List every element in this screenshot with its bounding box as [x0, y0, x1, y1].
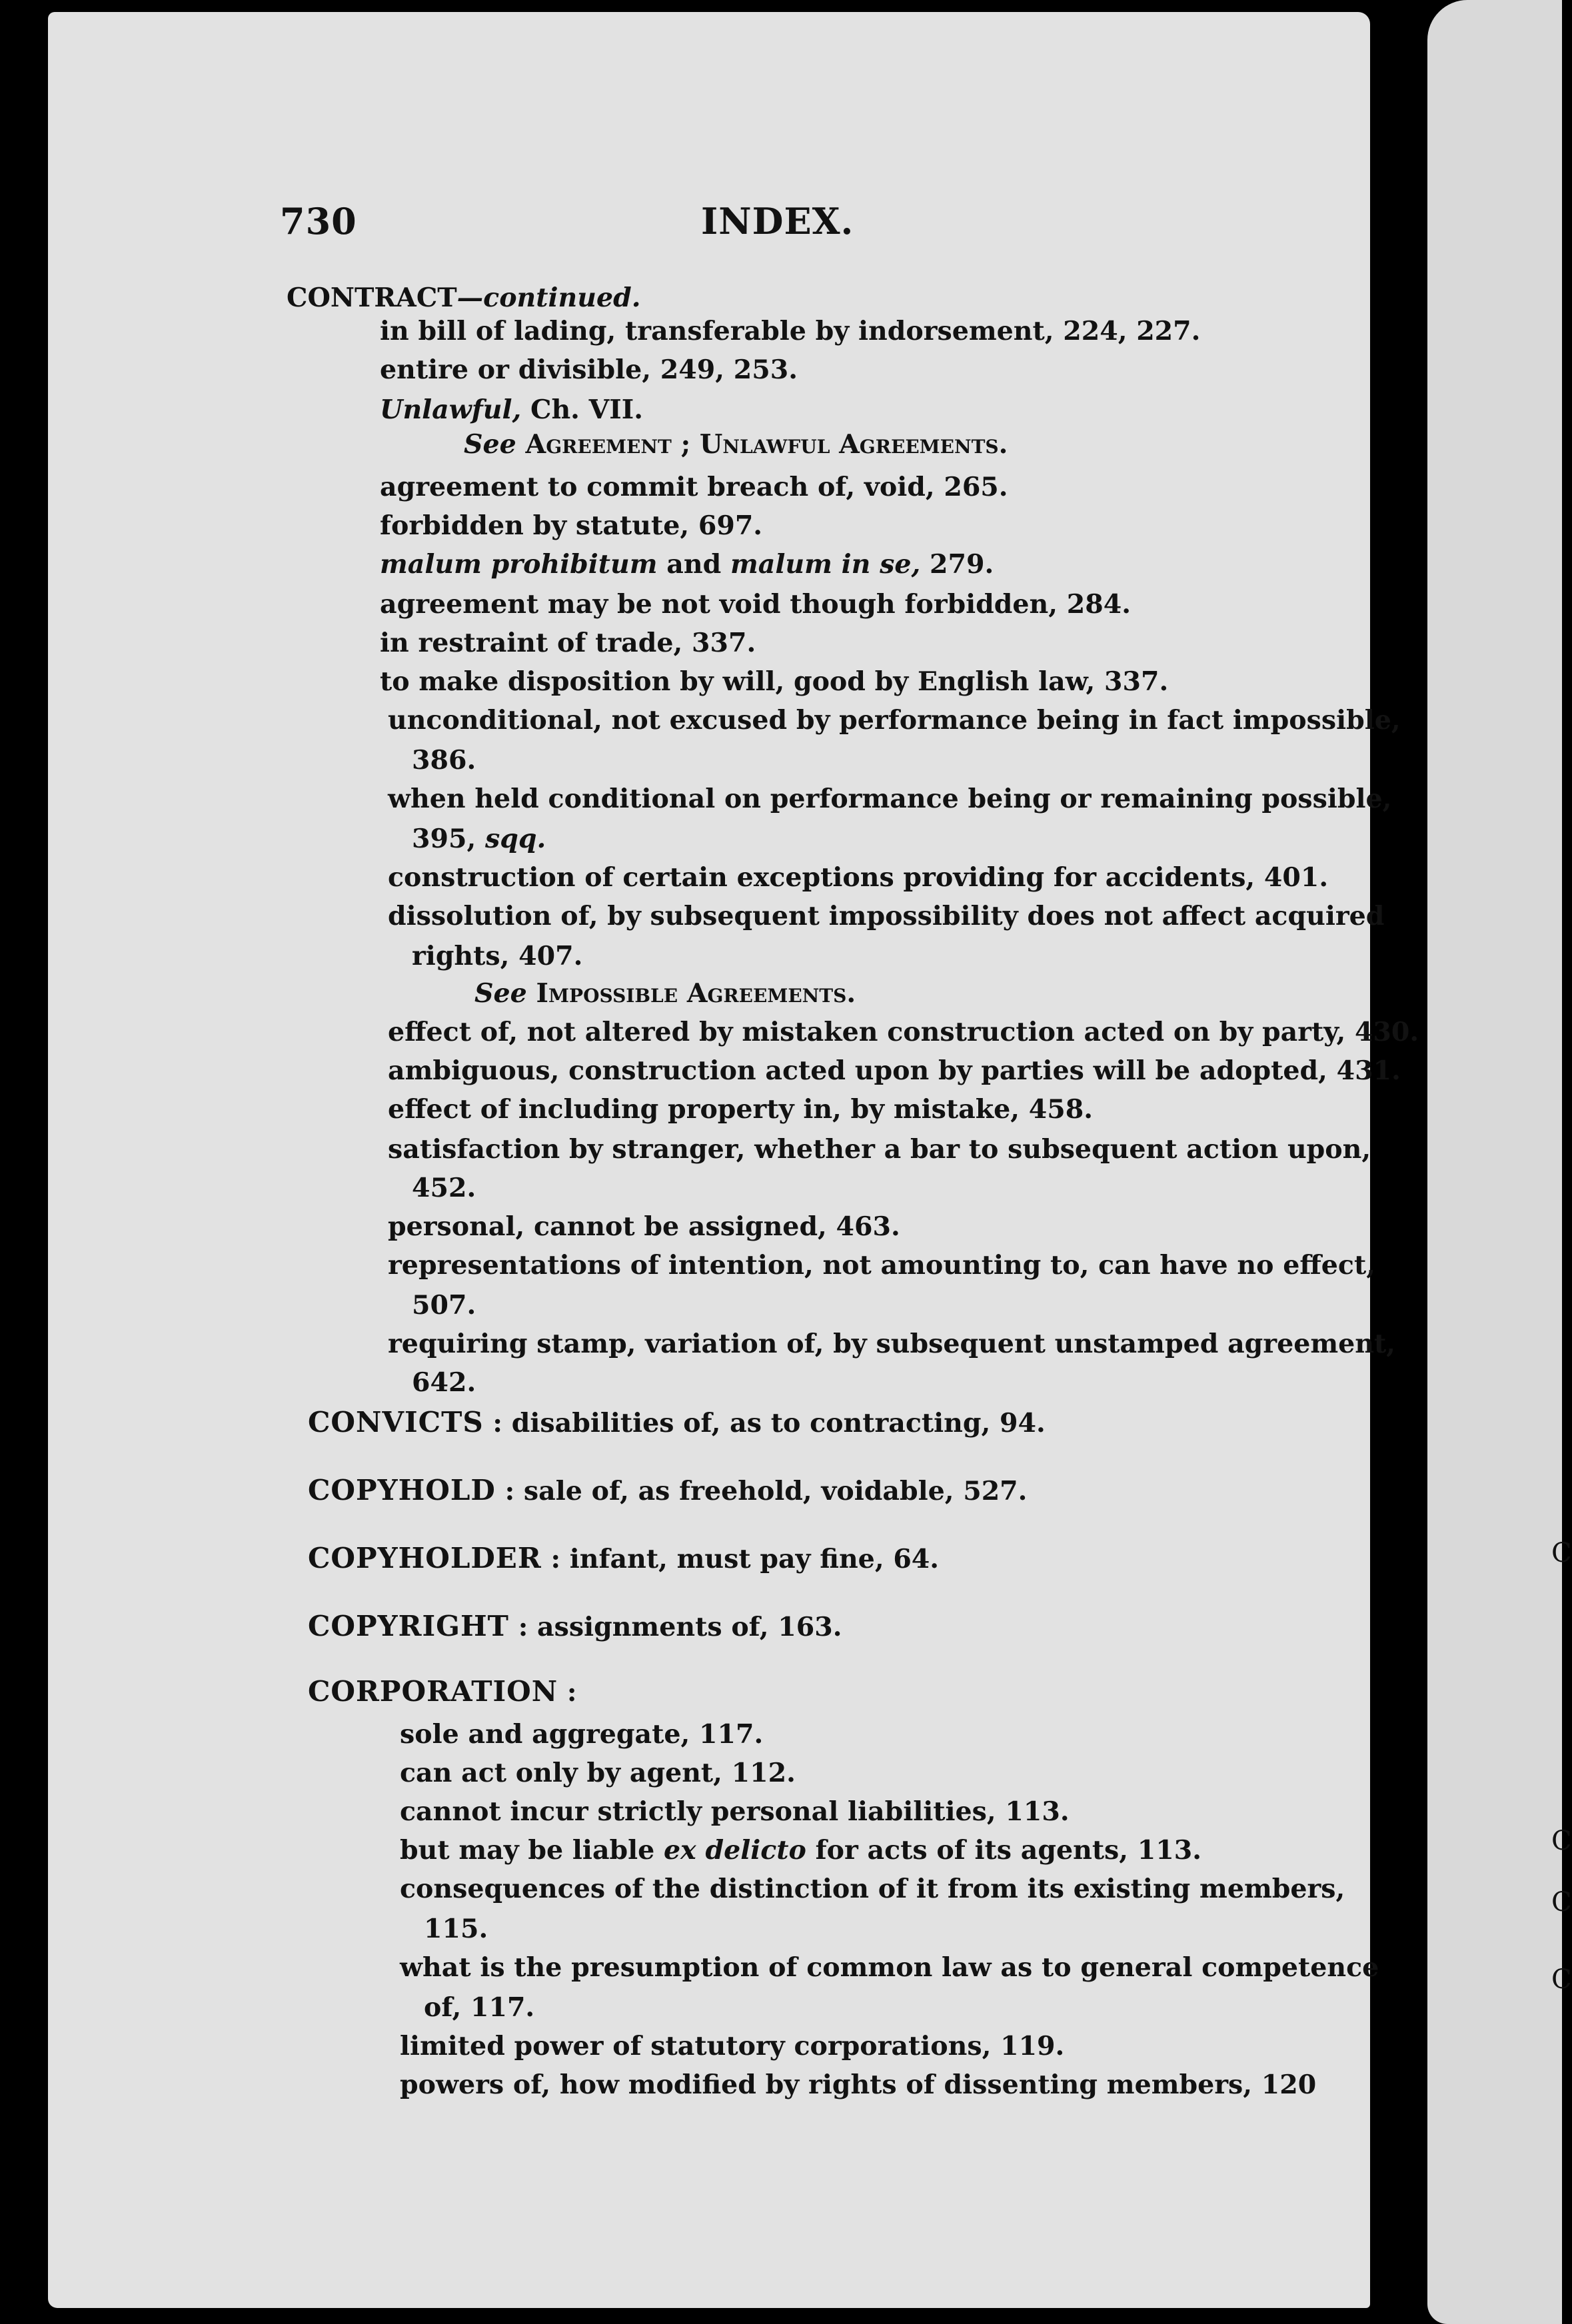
- entry-text: satisfaction by stranger, whether a bar to subsequent action upon,: [388, 1134, 1371, 1165]
- entry-text: but may be liable: [400, 1835, 664, 1866]
- entry-text: CONTRACT: [287, 283, 457, 313]
- index-heading-line: [308, 1476, 1027, 1505]
- entry-text: 642.: [412, 1367, 476, 1398]
- index-entry-line: [412, 745, 476, 776]
- index-entry-line: [474, 978, 856, 1009]
- entry-text: what is the presumption of common law as to general competence: [400, 1952, 1379, 1983]
- entry-text: unconditional, not excused by performance being in fact impossible,: [388, 705, 1401, 736]
- entry-text: 115.: [424, 1914, 488, 1944]
- entry-text: entire or divisible, 249, 253.: [380, 354, 798, 385]
- italic-text: malum prohibitum: [380, 549, 658, 580]
- index-entry-line: [388, 903, 1384, 930]
- italic-text: See: [464, 429, 526, 460]
- index-heading-line: [308, 1675, 577, 1708]
- index-entry-line: [400, 1760, 796, 1787]
- index-entry-line: [400, 1796, 1070, 1827]
- entry-text: 279.: [920, 549, 994, 580]
- adjacent-page-edge: [1427, 0, 1572, 2324]
- entry-text: ambiguous, construction acted upon by parties will be adopted, 431.: [388, 1055, 1401, 1086]
- entry-text: in restraint of trade, 337.: [380, 628, 756, 658]
- index-entry-line: [380, 666, 1169, 697]
- index-heading: CONVICTS: [308, 1406, 484, 1439]
- index-entry-line: [464, 429, 1008, 460]
- index-entry-line: [412, 1290, 476, 1321]
- index-entry-line: [380, 630, 756, 657]
- index-entry-line: [380, 510, 763, 541]
- index-entry-line: [400, 1952, 1379, 1983]
- entry-text: dissolution of, by subsequent impossibility does not affect acquired: [388, 901, 1385, 931]
- entry-text: 386.: [412, 745, 476, 776]
- index-entry-line: [388, 1134, 1371, 1165]
- index-entry-line: [388, 1331, 1395, 1358]
- adjacent-page-fragment: C: [1551, 1887, 1572, 1918]
- entry-text: 507.: [412, 1290, 476, 1321]
- entry-text: 452.: [412, 1173, 476, 1203]
- index-entry-line: [388, 1094, 1093, 1125]
- index-entry-line: [388, 862, 1329, 893]
- italic-text: malum in se,: [730, 549, 921, 580]
- entry-text: personal, cannot be assigned, 463.: [388, 1211, 900, 1242]
- entry-text: agreement to commit breach of, void, 265.: [380, 472, 1008, 502]
- entry-text: :: [558, 1677, 577, 1708]
- italic-text: Unlawful,: [380, 394, 522, 425]
- index-entry-line: [388, 1211, 900, 1242]
- entry-text: in bill of lading, transferable by indorsement, 224, 227.: [380, 316, 1201, 346]
- entry-text: when held conditional on performance being or remaining possible,: [388, 784, 1392, 814]
- entry-text: can act only by agent, 112.: [400, 1758, 796, 1788]
- entry-text: 395,: [412, 824, 485, 854]
- italic-text: ex delicto: [664, 1835, 806, 1866]
- index-entry-line: [287, 285, 640, 312]
- index-entry-line: [388, 705, 1401, 736]
- index-entry-line: [380, 318, 1200, 345]
- entry-text: and: [657, 549, 730, 580]
- italic-text: sqq.: [484, 824, 546, 854]
- index-entry-line: [400, 2031, 1065, 2061]
- italic-text: —continued.: [456, 283, 641, 313]
- entry-text: of, 117.: [424, 1992, 535, 2023]
- index-entry-line: [400, 1719, 764, 1750]
- index-heading: CORPORATION: [308, 1675, 558, 1708]
- index-entry-line: [412, 1175, 476, 1202]
- adjacent-page-fragment: C: [1551, 1826, 1572, 1856]
- index-entry-line: [412, 1367, 476, 1398]
- index-heading-line: [308, 1406, 1046, 1439]
- entry-text: cannot incur strictly personal liabilities, 113.: [400, 1796, 1070, 1827]
- page-number: 730: [280, 200, 357, 243]
- entry-text: for acts of its agents, 113.: [806, 1835, 1202, 1866]
- index-entry-line: [424, 1916, 488, 1943]
- index-entry-line: [380, 354, 798, 385]
- index-entry-line: [388, 1250, 1375, 1281]
- entry-text: : sale of, as freehold, voidable, 527.: [495, 1476, 1028, 1506]
- running-head: INDEX.: [701, 200, 854, 243]
- entry-text: effect of including property in, by mistake, 458.: [388, 1094, 1093, 1125]
- index-entry-line: [412, 943, 582, 970]
- entry-text: agreement may be not void though forbidden, 284.: [380, 589, 1131, 620]
- entry-text: sole and aggregate, 117.: [400, 1719, 764, 1750]
- entry-text: limited power of statutory corporations, 119.: [400, 2031, 1065, 2061]
- adjacent-page-fragment: C: [1551, 1964, 1572, 1995]
- entry-text: : assignments of, 163.: [508, 1612, 842, 1642]
- entry-text: forbidden by statute, 697.: [380, 510, 763, 541]
- entry-text: : disabilities of, as to contracting, 94.: [483, 1408, 1046, 1439]
- index-heading: COPYRIGHT: [308, 1610, 509, 1642]
- entry-text: : infant, must pay fine, 64.: [541, 1544, 940, 1574]
- index-heading: COPYHOLDER: [308, 1542, 542, 1574]
- adjacent-page-fragment: C: [1551, 1538, 1572, 1568]
- index-entry-line: [400, 2069, 1317, 2100]
- index-entry-line: [380, 589, 1131, 620]
- entry-text: Ch. VII.: [521, 394, 644, 425]
- book-page: [48, 12, 1419, 2308]
- index-heading-line: [308, 1612, 842, 1641]
- entry-text: rights, 407.: [412, 941, 583, 971]
- cross-reference: Impossible Agreements.: [536, 978, 856, 1009]
- entry-text: powers of, how modified by rights of dissenting members, 120: [400, 2069, 1317, 2100]
- index-entry-line: [380, 394, 644, 425]
- index-entry-line: [424, 1992, 535, 2023]
- entry-text: construction of certain exceptions providing for accidents, 401.: [388, 862, 1329, 893]
- index-entry-line: [388, 1055, 1401, 1086]
- index-entry-line: [400, 1876, 1345, 1903]
- index-entry-line: [380, 549, 994, 580]
- index-heading-line: [308, 1544, 939, 1573]
- entry-text: to make disposition by will, good by English law, 337.: [380, 666, 1169, 697]
- entry-text: effect of, not altered by mistaken construction acted on by party, 430.: [388, 1017, 1419, 1047]
- entry-text: consequences of the distinction of it from its existing members,: [400, 1874, 1345, 1904]
- index-entry-line: [388, 786, 1391, 813]
- entry-text: requiring stamp, variation of, by subsequent unstamped agreement,: [388, 1329, 1395, 1359]
- cross-reference: Agreement ; Unlawful Agreements.: [525, 429, 1008, 460]
- index-entry-line: [380, 474, 1008, 501]
- index-entry-line: [412, 826, 546, 853]
- index-heading: COPYHOLD: [308, 1474, 496, 1506]
- entry-text: representations of intention, not amounting to, can have no effect,: [388, 1250, 1375, 1281]
- index-entry-line: [388, 1019, 1419, 1046]
- italic-text: See: [474, 978, 536, 1009]
- index-entry-line: [400, 1835, 1202, 1866]
